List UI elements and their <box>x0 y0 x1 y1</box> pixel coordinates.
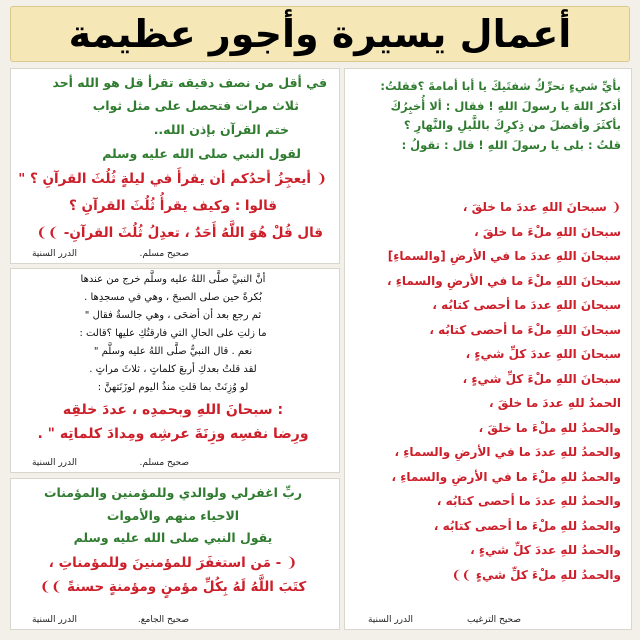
hadith-line: ❨ - مَن استغفَرَ للمؤمنينَ وللمؤمناتِ ، <box>48 554 298 571</box>
dhikr-list <box>351 201 621 593</box>
panel-line: في أقل من نصف دقيقه تقرأ قل هو الله أحد <box>52 75 327 90</box>
narration-line: نعم . قال النبيُّ صلَّى اللهُ عليه وسلَّم " <box>93 346 253 357</box>
panel-line: لقول النبي صلى الله عليه وسلم <box>102 146 301 161</box>
site-label: الدرر السنية <box>31 249 77 259</box>
dhikr-line: سبحانَ اللهِ عددَ ما أحصى كتابُه ، <box>432 298 621 312</box>
panel-ikhlas <box>10 68 340 264</box>
dhikr-line: والحمدُ للهِ عددَ ما في الأرضِ والسماءِ ، <box>394 445 621 459</box>
panel-abu-umama <box>344 68 632 630</box>
source-label: صحيح الجامع. <box>137 615 189 625</box>
dhikr-line: ورِضا نفسِه وزِنَةَ عرشِه ومِدادَ كلماتِه " . <box>37 426 309 442</box>
panel-line: يقول النبي صلى الله عليه وسلم <box>73 530 273 545</box>
dhikr-line: سبحانَ اللهِ عددَ كلِّ شيءٍ ، <box>465 347 621 361</box>
panel-juwayriya <box>10 268 340 473</box>
dhikr-line: والحمدُ للهِ عددَ ما أحصى كتابُه ، <box>436 494 621 508</box>
dhikr-line: والحمدُ للهِ عددَ كلِّ شيءٍ ، <box>470 543 621 557</box>
istighfar-block <box>17 487 329 595</box>
panel-line: بأكثَرَ وأفضلَ من ذِكرِكَ باللَّيلِ والنَّهارِ ؟ <box>403 118 621 132</box>
page-title: أعمال يسيرة وأجور عظيمة <box>68 12 572 56</box>
narration-block <box>17 275 329 441</box>
hadith-line: قال قُلْ هُوَ اللَّهُ أَحَدٌ ، تعدِلُ ثُلُثَ القرآنِ- ❩❩ <box>36 225 323 241</box>
panel-line: ربِّ اغفرلي ولوالدي وللمؤمنين والمؤمنات <box>43 485 303 500</box>
hadith-line: ❨ أيعجِزُ أحدُكم أن يقرأَ في ليلةٍ ثُلُثَ القرآنِ ؟ " <box>18 171 327 187</box>
dhikr-line: : سبحانَ اللهِ وبحمدِه ، عددَ خلقِه <box>62 402 284 418</box>
source-label: صحيح مسلم. <box>139 249 189 259</box>
dhikr-line: والحمدُ للهِ ملْءَ ما أحصى كتابُه ، <box>433 518 621 533</box>
narration-line: لقد قلتُ بعدكِ أربعَ كلماتٍ ، ثلاثَ مراتٍ . <box>89 364 257 375</box>
site-label: الدرر السنية <box>367 615 413 625</box>
narration-line: ثم رجع بعد أن أضحَى ، وهي جالسةٌ فقال " <box>84 310 262 321</box>
narration-line: لو وُزِنَتْ بما قلتِ منذُ اليوم لوزَنَتهنَّ : <box>97 382 249 393</box>
hadith-line: قالوا : وكيف يقرأُ ثُلُثَ القرآنِ ؟ <box>69 198 277 214</box>
panel-istighfar <box>10 478 340 630</box>
panel-line: بأيِّ شيءٍ تحرِّكُ شفتَيكَ يا أبا أمامةَ ؟فقلتُ: <box>380 79 621 93</box>
source-label: صحيح الترغيب <box>466 615 521 625</box>
dhikr-line: والحمدُ للهِ ملْءَ ما في الأرضِ والسماءِ ، <box>391 469 621 484</box>
panel-line: قلتُ : بلى يا رسولَ اللهِ ! قال : تقولُ : <box>401 137 621 152</box>
panel-line: ثلاث مرات فتحصل على مثل ثواب <box>92 98 299 113</box>
panel-line: الاحياء منهم والأموات <box>106 507 240 523</box>
dhikr-line: سبحانَ اللهِ ملْءَ ما في الأرضِ والسماءِ ، <box>387 273 621 288</box>
dhikr-line: ❨ سبحانَ اللهِ عددَ ما خلقَ ، <box>462 200 621 214</box>
panel-line: ختم القرآن بإذن الله.. <box>153 122 289 137</box>
site-label: الدرر السنية <box>31 615 77 625</box>
narration-line: ما زلتِ على الحالِ التي فارقتُكِ عليها ؟قالت : <box>79 328 267 339</box>
panel-line: أذكرُ اللهَ يا رسولَ اللهِ ! فقال : ألا أُخبِرُكَ <box>390 98 621 113</box>
dhikr-line: سبحانَ اللهِ ملْءَ كلِّ شيءٍ ، <box>462 371 621 386</box>
dhikr-line: والحمدُ للهِ ملْءَ كلِّ شيءٍ ❩❩ <box>451 567 621 582</box>
narration-line: أنَّ النبيَّ صلَّى اللهُ عليه وسلَّم خرج من عندها <box>80 274 266 285</box>
narration-line: بُكرةً حين صلى الصبحَ ، وهي في مسجدِها . <box>84 292 262 303</box>
dhikr-line: سبحانَ اللهِ عددَ ما في الأرضِ [والسماءِ] <box>387 249 621 263</box>
dhikr-line: سبحانَ اللهِ ملْءَ ما خلقَ ، <box>474 224 621 239</box>
source-label: صحيح مسلم. <box>139 458 189 468</box>
hadith-line: كتَبَ اللَّهُ لَهُ بِكُلِّ مؤمنٍ ومؤمنةٍ حسنةً ❩❩ <box>39 579 307 595</box>
site-label: الدرر السنية <box>31 458 77 468</box>
dhikr-line: سبحانَ اللهِ ملْءَ ما أحصى كتابُه ، <box>429 322 621 337</box>
title-banner <box>10 6 630 62</box>
dhikr-line: والحمدُ للهِ ملْءَ ما خلقَ ، <box>478 420 621 435</box>
dhikr-line: الحمدُ للهِ عددَ ما خلقَ ، <box>489 396 621 410</box>
question-block <box>351 81 621 159</box>
